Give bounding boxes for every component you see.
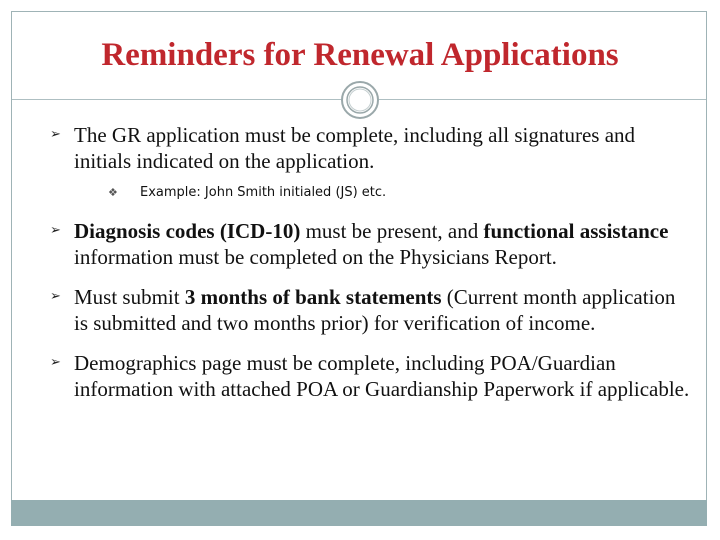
sub-bullet-example [74, 184, 690, 202]
arrowhead-bullet-icon: ➢ [50, 223, 61, 238]
bullet-text: (Current month application is submitted and two months prior) for verification of income. [74, 285, 676, 335]
bullet-text: Must submit [74, 285, 185, 309]
footer-bar [11, 500, 707, 526]
sub-bullet-text: Example: John Smith initialed (JS) etc. [140, 185, 387, 200]
bullet-text: Demographics page must be complete, including POA/Guardian information with attached POA or Guardianship Paperwork if applicable. [74, 351, 690, 401]
bullet-list [50, 122, 690, 402]
diamond-bullet-icon: ❖ [108, 186, 118, 199]
bullet-text: The GR application must be complete, including all signatures and initials indicated on the application. [74, 123, 636, 173]
circle-ornament-icon [340, 80, 380, 120]
slide-title: Reminders for Renewal Applications [101, 37, 619, 73]
bold-diagnosis-codes: Diagnosis codes (ICD-10) [74, 219, 301, 243]
bullet-gr-application [50, 122, 690, 202]
arrowhead-bullet-icon: ➢ [50, 127, 61, 142]
bullet-demographics [50, 350, 690, 402]
arrowhead-bullet-icon: ➢ [50, 289, 61, 304]
bold-bank-statements: 3 months of bank statements [184, 285, 442, 309]
arrowhead-bullet-icon: ➢ [50, 355, 61, 370]
bold-functional-assistance: functional assistance [483, 219, 669, 243]
bullet-text: must be present, and [300, 219, 484, 243]
bullet-bank-statements [50, 284, 690, 336]
bullet-text: information must be completed on the Physicians Report. [74, 245, 557, 269]
bullet-diagnosis-codes [50, 218, 690, 270]
